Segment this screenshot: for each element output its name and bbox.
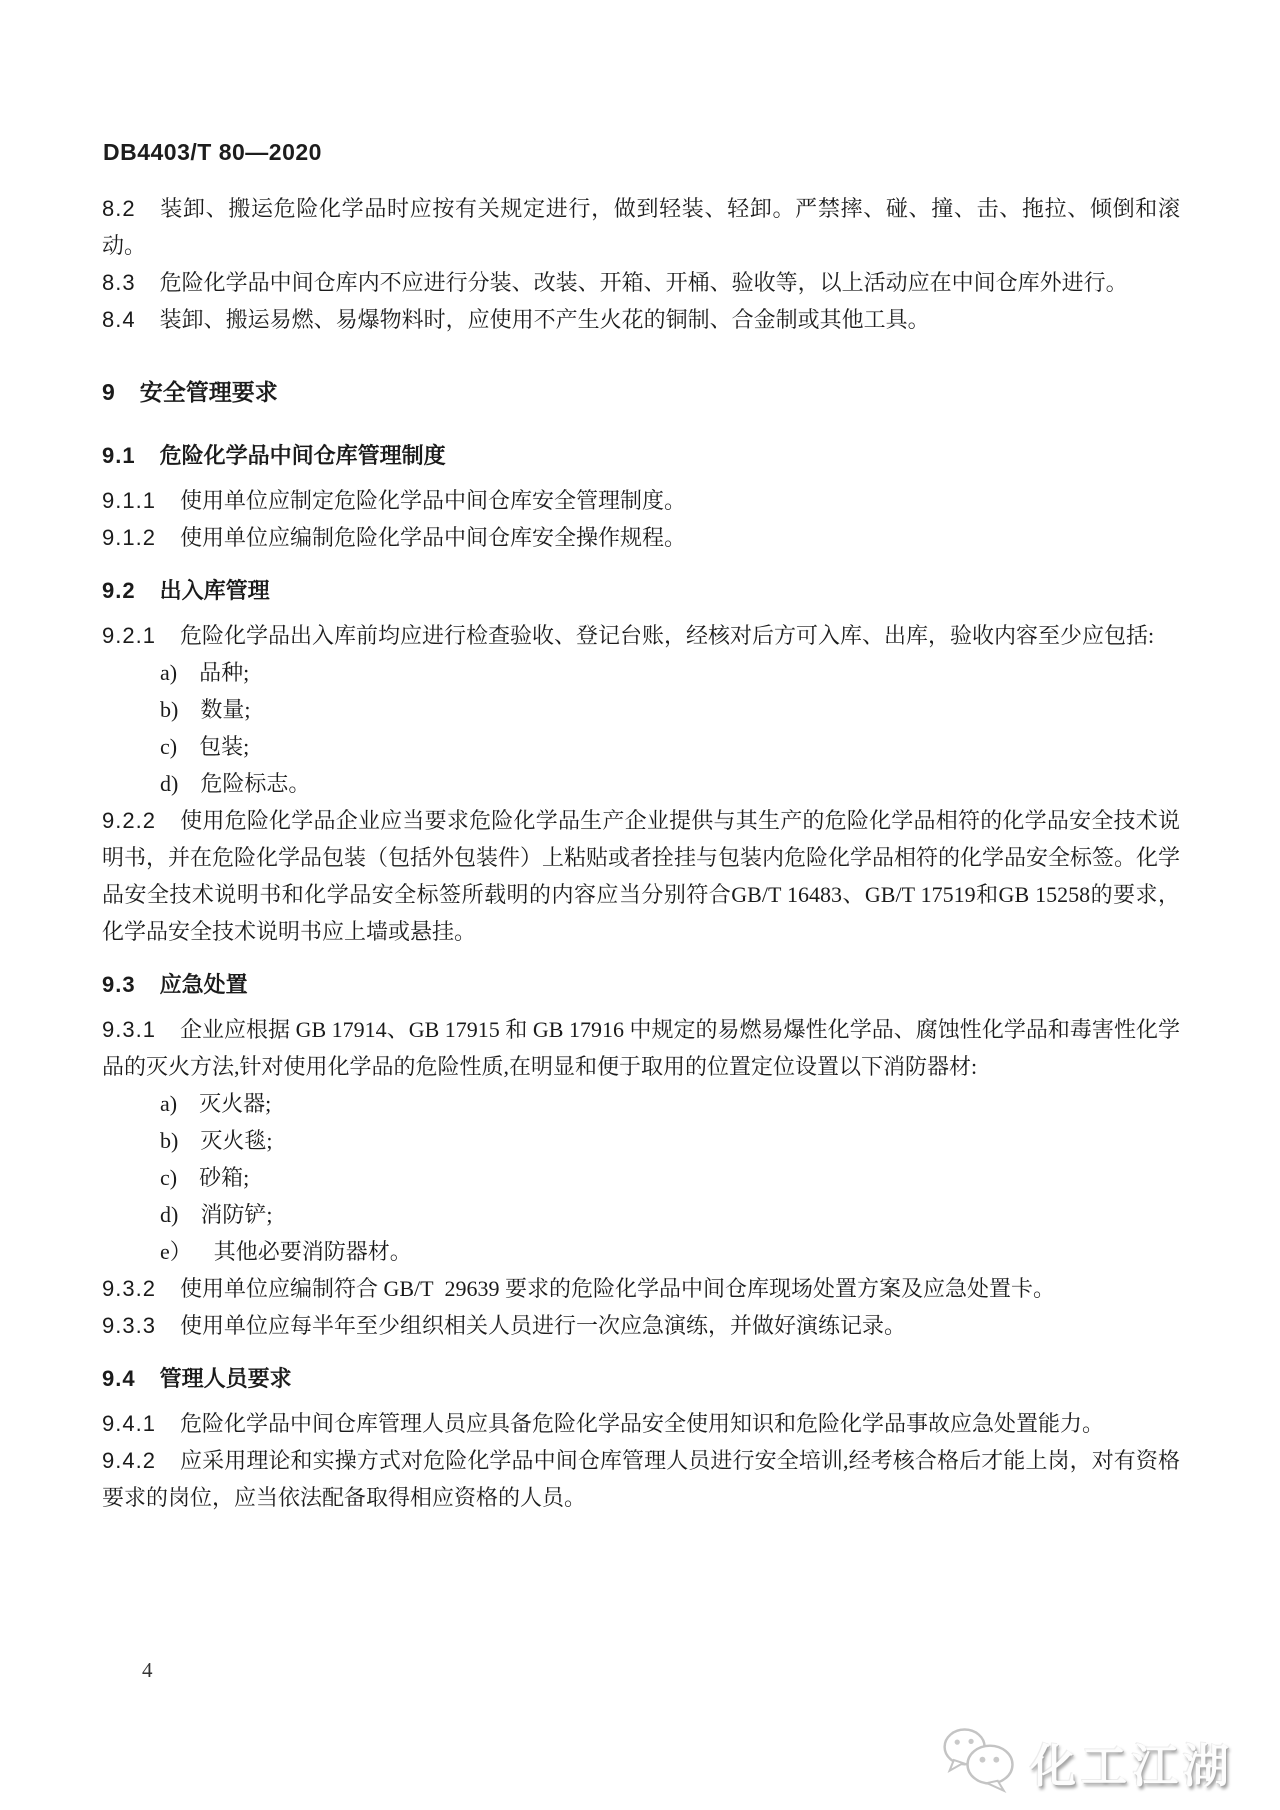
- section-number: 9.3: [102, 972, 136, 997]
- section-title: 管理人员要求: [159, 1366, 292, 1391]
- clause-text: 危险化学品中间仓库内不应进行分装、改装、开箱、开桶、验收等，以上活动应在中间仓库外进行。: [159, 270, 1128, 295]
- clause-number: 9.3.1: [102, 1017, 156, 1042]
- clause-9-1-1: [102, 482, 1180, 519]
- clause-number: 8.2: [102, 196, 136, 221]
- section-title: 危险化学品中间仓库管理制度: [159, 443, 446, 468]
- list-marker: b): [160, 1128, 179, 1153]
- clause-text: 使用单位应编制危险化学品中间仓库安全操作规程。: [179, 525, 686, 550]
- standard-code: DB4403/T 80—2020: [103, 139, 322, 165]
- list-text: 品种;: [199, 660, 250, 685]
- section-title: 出入库管理: [159, 578, 270, 603]
- clause-9-4-2: [102, 1442, 1180, 1516]
- list-marker: c): [160, 1165, 178, 1190]
- clause-number: 9.4.2: [102, 1448, 156, 1473]
- clause-text: 危险化学品中间仓库管理人员应具备危险化学品安全使用知识和危险化学品事故应急处置能力。: [179, 1411, 1104, 1436]
- list-text: 危险标志。: [200, 771, 311, 796]
- section-number: 9.2: [102, 578, 136, 603]
- clause-text: 使用单位应每半年至少组织相关人员进行一次应急演练，并做好演练记录。: [179, 1313, 906, 1338]
- list-text: 数量;: [200, 697, 251, 722]
- clause-text: 使用单位应制定危险化学品中间仓库安全管理制度。: [179, 488, 686, 513]
- clause-number: 9.3.2: [102, 1276, 156, 1301]
- clause-number: 9.2.1: [102, 623, 156, 648]
- list-item-c: [102, 1159, 1180, 1196]
- page-number: 4: [142, 1658, 153, 1682]
- list-marker: a): [160, 660, 178, 685]
- clause-number: 9.3.3: [102, 1313, 156, 1338]
- clause-number: 9.1.1: [102, 488, 156, 513]
- clause-9-3-1: [102, 1011, 1180, 1085]
- section-9-3-heading: [102, 966, 1180, 1003]
- list-item-e: [102, 1233, 1180, 1270]
- section-number: 9: [102, 379, 116, 405]
- clause-9-4-1: [102, 1405, 1180, 1442]
- brand-name: 化工江湖: [1030, 1739, 1234, 1792]
- list-marker: d): [160, 1202, 179, 1227]
- clause-9-1-2: [102, 519, 1180, 556]
- clause-number: 9.4.1: [102, 1411, 156, 1436]
- section-number: 9.4: [102, 1366, 136, 1391]
- list-marker: a): [160, 1091, 178, 1116]
- document-body: [102, 190, 1180, 1516]
- section-9-1-heading: [102, 437, 1180, 474]
- list-item-d: [102, 1196, 1180, 1233]
- clause-number: 8.4: [102, 307, 136, 332]
- list-text: 包装;: [199, 734, 250, 759]
- section-number: 9.1: [102, 443, 136, 468]
- clause-text: 应采用理论和实操方式对危险化学品中间仓库管理人员进行安全培训,经考核合格后才能上岗，对有资格要求的岗位，应当依法配备取得相应资格的人员。: [102, 1448, 1180, 1510]
- watermark-logo: [940, 1726, 1234, 1799]
- clause-9-3-3: [102, 1307, 1180, 1344]
- list-text: 其他必要消防器材。: [213, 1239, 412, 1264]
- clause-text: 企业应根据 GB 17914、GB 17915 和 GB 17916 中规定的易燃易爆性化学品、腐蚀性化学品和毒害性化学品的灭火方法,针对使用化学品的危险性质,在明显和便于取用的位置定位设置以下消防器材:: [102, 1017, 1180, 1079]
- clause-8-4: [102, 301, 1180, 338]
- section-9-4-heading: [102, 1360, 1180, 1397]
- clause-number: 9.1.2: [102, 525, 156, 550]
- list-item-c: [102, 728, 1180, 765]
- list-text: 消防铲;: [200, 1202, 273, 1227]
- clause-8-3: [102, 264, 1180, 301]
- list-text: 灭火器;: [199, 1091, 272, 1116]
- list-text: 砂箱;: [199, 1165, 250, 1190]
- list-marker: d): [160, 771, 179, 796]
- list-item-a: [102, 1085, 1180, 1122]
- clause-8-2: [102, 190, 1180, 264]
- wechat-icon: [940, 1726, 1020, 1799]
- clause-9-2-2: [102, 802, 1180, 950]
- list-marker: b): [160, 697, 179, 722]
- clause-9-2-1: [102, 617, 1180, 654]
- clause-text: 使用单位应编制符合 GB/T 29639 要求的危险化学品中间仓库现场处置方案及应急处置卡。: [179, 1276, 1056, 1301]
- clause-number: 9.2.2: [102, 808, 156, 833]
- section-title: 安全管理要求: [139, 379, 278, 405]
- list-item-b: [102, 691, 1180, 728]
- clause-text: 使用危险化学品企业应当要求危险化学品生产企业提供与其生产的危险化学品相符的化学品安全技术说明书，并在危险化学品包装（包括外包装件）上粘贴或者拴挂与包装内危险化学品相符的化学品安全标签。化学品安全技术说明书和化学品安全标签所载明的内容应当分别符合GB/T 16483、GB/T 17519和GB 15258的要求，化学品安全技术说明书应上墙或悬挂。: [102, 808, 1181, 944]
- clause-9-3-2: [102, 1270, 1180, 1307]
- list-item-a: [102, 654, 1180, 691]
- section-title: 应急处置: [159, 972, 248, 997]
- clause-text: 危险化学品出入库前均应进行检查验收、登记台账，经核对后方可入库、出库，验收内容至少应包括:: [179, 623, 1155, 648]
- clause-text: 装卸、搬运危险化学品时应按有关规定进行，做到轻装、轻卸。严禁摔、碰、撞、击、拖拉、倾倒和滚动。: [102, 196, 1180, 258]
- list-item-b: [102, 1122, 1180, 1159]
- list-text: 灭火毯;: [200, 1128, 273, 1153]
- clause-text: 装卸、搬运易燃、易爆物料时，应使用不产生火花的铜制、合金制或其他工具。: [159, 307, 930, 332]
- list-marker: e）: [160, 1239, 192, 1264]
- list-item-d: [102, 765, 1180, 802]
- list-marker: c): [160, 734, 178, 759]
- clause-number: 8.3: [102, 270, 136, 295]
- section-9-heading: [102, 374, 1180, 411]
- section-9-2-heading: [102, 572, 1180, 609]
